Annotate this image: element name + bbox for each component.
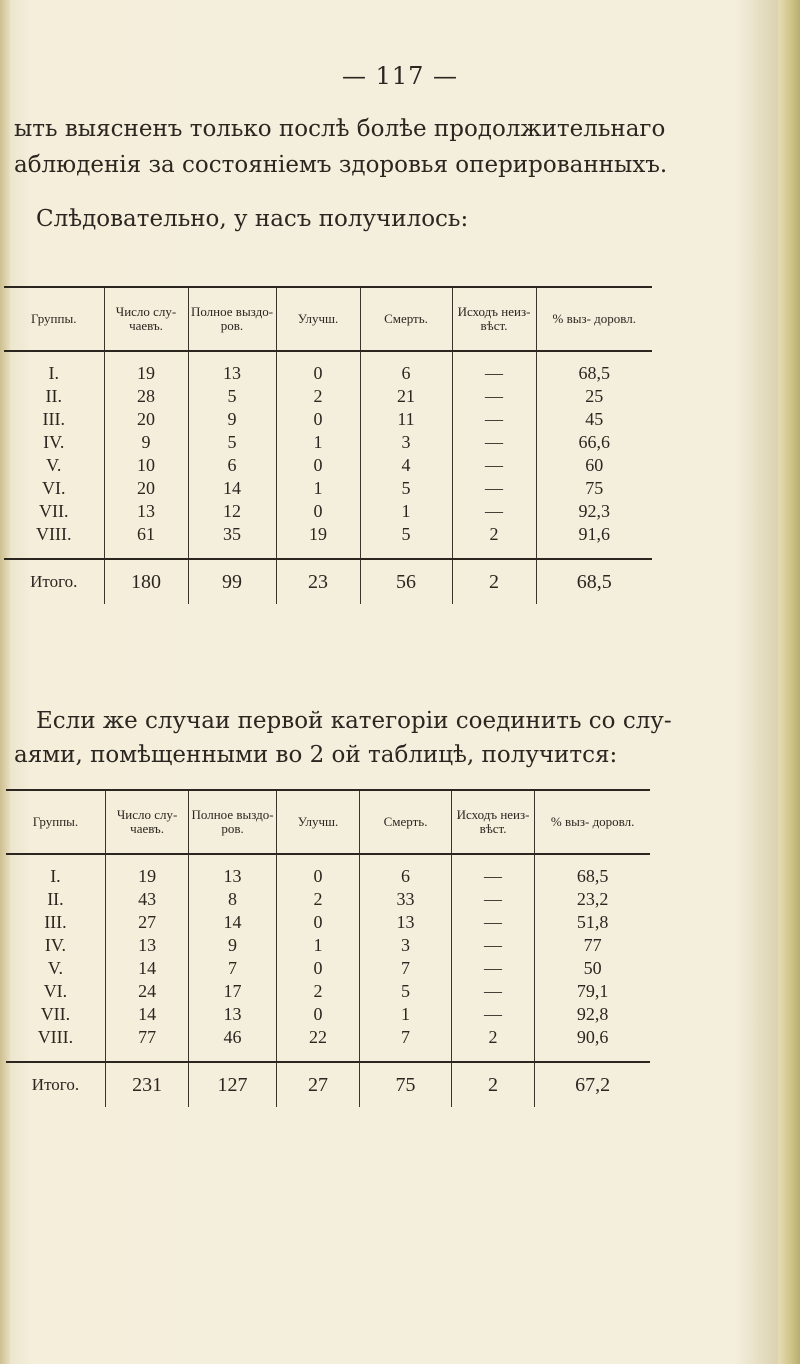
total-label: Итого. <box>31 1075 80 1094</box>
cell-unknown: — <box>452 500 536 523</box>
cell-unknown: — <box>451 980 535 1003</box>
cell-improvement: 2 <box>276 888 360 911</box>
cell-full-recovery: 14 <box>189 911 276 934</box>
header-recovery-percent: % выз- доровл. <box>535 790 650 854</box>
cell-improvement: 0 <box>276 911 360 934</box>
header-full-recovery: Полное выздо- ров. <box>188 287 276 351</box>
cell-percent: 75 <box>536 477 652 500</box>
cell-percent: 68,5 <box>536 351 652 385</box>
cell-group: IV. <box>44 935 67 955</box>
cell-unknown: — <box>452 351 536 385</box>
table-row <box>4 385 652 408</box>
cell-full-recovery: 5 <box>188 385 276 408</box>
cell-cases: 43 <box>105 888 188 911</box>
cell-improvement: 0 <box>276 408 360 431</box>
cell-cases: 61 <box>104 523 188 559</box>
total-death: 56 <box>360 559 452 604</box>
cell-death: 4 <box>360 454 452 477</box>
cell-group: VII. <box>39 501 69 521</box>
paragraph-2: Слѣдовательно, у насъ получилось: <box>36 206 469 232</box>
table-row <box>4 500 652 523</box>
cell-death: 3 <box>360 934 451 957</box>
cell-full-recovery: 13 <box>189 1003 276 1026</box>
total-cases: 231 <box>105 1062 188 1107</box>
cell-group: I. <box>48 363 59 383</box>
total-percent: 68,5 <box>536 559 652 604</box>
cell-group: III. <box>42 409 65 429</box>
cell-percent: 51,8 <box>535 911 650 934</box>
cell-percent: 68,5 <box>535 854 650 888</box>
table-row <box>4 351 652 385</box>
cell-group: VII. <box>40 1004 71 1024</box>
cell-improvement: 0 <box>276 351 360 385</box>
cell-cases: 77 <box>105 1026 188 1062</box>
cell-unknown: — <box>451 888 535 911</box>
paragraph-3-line-1: Если же случаи первой категоріи соединить со слу- <box>36 708 672 734</box>
cell-group: VI. <box>43 981 68 1001</box>
cell-cases: 27 <box>105 911 188 934</box>
cell-improvement: 0 <box>276 854 360 888</box>
cell-full-recovery: 12 <box>188 500 276 523</box>
cell-unknown: — <box>452 385 536 408</box>
table-row <box>6 980 650 1003</box>
cell-full-recovery: 14 <box>188 477 276 500</box>
cell-full-recovery: 13 <box>189 854 276 888</box>
table-total-row <box>4 559 652 604</box>
cell-full-recovery: 6 <box>188 454 276 477</box>
paragraph-1-line-2: аблюденія за состояніемъ здоровья оперированныхъ. <box>14 152 668 178</box>
cell-full-recovery: 35 <box>188 523 276 559</box>
cell-improvement: 2 <box>276 980 360 1003</box>
header-unknown-outcome: Исходъ неиз- вѣст. <box>452 287 536 351</box>
header-cases: Число слу- чаевъ. <box>105 790 188 854</box>
cell-cases: 10 <box>104 454 188 477</box>
cell-death: 7 <box>360 957 451 980</box>
paragraph-3-line-2: аями, помѣщенными во 2 ой таблицѣ, получится: <box>14 742 618 768</box>
table-total-row <box>6 1062 650 1107</box>
cell-unknown: — <box>451 1003 535 1026</box>
cell-percent: 90,6 <box>535 1026 650 1062</box>
cell-full-recovery: 9 <box>188 408 276 431</box>
cell-cases: 9 <box>104 431 188 454</box>
cell-unknown: — <box>451 854 535 888</box>
total-label: Итого. <box>30 572 78 591</box>
page-number: — 117 — <box>341 62 459 90</box>
cell-improvement: 1 <box>276 431 360 454</box>
cell-percent: 91,6 <box>536 523 652 559</box>
cell-improvement: 19 <box>276 523 360 559</box>
header-unknown-outcome: Исходъ неиз- вѣст. <box>451 790 535 854</box>
table-row <box>6 911 650 934</box>
cell-percent: 66,6 <box>536 431 652 454</box>
cell-death: 5 <box>360 523 452 559</box>
paragraph-1-line-1: ыть выясненъ только послѣ болѣе продолжительнаго <box>14 116 666 142</box>
cell-group: II. <box>47 889 64 909</box>
header-death: Смерть. <box>360 790 451 854</box>
cell-unknown: — <box>452 454 536 477</box>
total-improvement: 23 <box>276 559 360 604</box>
cell-percent: 77 <box>535 934 650 957</box>
total-improvement: 27 <box>276 1062 360 1107</box>
cell-cases: 13 <box>104 500 188 523</box>
table-row <box>6 957 650 980</box>
results-table-2 <box>6 789 650 1107</box>
cell-death: 5 <box>360 980 451 1003</box>
header-improvement: Улучш. <box>276 287 360 351</box>
cell-cases: 24 <box>105 980 188 1003</box>
total-cases: 180 <box>104 559 188 604</box>
cell-death: 5 <box>360 477 452 500</box>
cell-full-recovery: 5 <box>188 431 276 454</box>
cell-percent: 25 <box>536 385 652 408</box>
cell-group: V. <box>46 455 62 475</box>
cell-group: II. <box>45 386 62 406</box>
cell-improvement: 1 <box>276 934 360 957</box>
cell-cases: 19 <box>105 854 188 888</box>
cell-death: 6 <box>360 351 452 385</box>
cell-unknown: 2 <box>452 523 536 559</box>
cell-group: VI. <box>42 478 66 498</box>
cell-death: 7 <box>360 1026 451 1062</box>
table-row <box>4 523 652 559</box>
cell-cases: 14 <box>105 1003 188 1026</box>
cell-group: V. <box>47 958 64 978</box>
header-recovery-percent: % выз- доровл. <box>536 287 652 351</box>
table-header-row <box>6 790 650 854</box>
cell-group: IV. <box>43 432 65 452</box>
cell-death: 1 <box>360 500 452 523</box>
cell-cases: 28 <box>104 385 188 408</box>
cell-death: 33 <box>360 888 451 911</box>
cell-improvement: 2 <box>276 385 360 408</box>
cell-cases: 20 <box>104 477 188 500</box>
table-row <box>4 408 652 431</box>
cell-full-recovery: 8 <box>189 888 276 911</box>
cell-death: 11 <box>360 408 452 431</box>
cell-group: VIII. <box>37 1027 74 1047</box>
cell-unknown: — <box>451 957 535 980</box>
cell-full-recovery: 13 <box>188 351 276 385</box>
cell-unknown: — <box>452 408 536 431</box>
cell-unknown: — <box>452 477 536 500</box>
cell-group: III. <box>44 912 67 932</box>
page-right-edge <box>778 0 800 1364</box>
header-improvement: Улучш. <box>276 790 360 854</box>
cell-group: I. <box>50 866 61 886</box>
cell-improvement: 0 <box>276 957 360 980</box>
header-cases: Число слу- чаевъ. <box>104 287 188 351</box>
cell-percent: 92,3 <box>536 500 652 523</box>
page-left-edge <box>0 0 10 1364</box>
cell-improvement: 1 <box>276 477 360 500</box>
table-row <box>6 1003 650 1026</box>
cell-cases: 19 <box>104 351 188 385</box>
cell-group: VIII. <box>36 524 72 544</box>
cell-improvement: 0 <box>276 1003 360 1026</box>
cell-death: 21 <box>360 385 452 408</box>
cell-full-recovery: 7 <box>189 957 276 980</box>
cell-cases: 20 <box>104 408 188 431</box>
cell-unknown: 2 <box>451 1026 535 1062</box>
cell-percent: 79,1 <box>535 980 650 1003</box>
cell-percent: 45 <box>536 408 652 431</box>
header-full-recovery: Полное выздо- ров. <box>189 790 276 854</box>
cell-percent: 60 <box>536 454 652 477</box>
cell-percent: 50 <box>535 957 650 980</box>
table-header-row <box>4 287 652 351</box>
cell-improvement: 0 <box>276 500 360 523</box>
cell-full-recovery: 46 <box>189 1026 276 1062</box>
total-percent: 67,2 <box>535 1062 650 1107</box>
cell-percent: 23,2 <box>535 888 650 911</box>
table-row <box>6 854 650 888</box>
header-groups: Группы. <box>31 311 77 326</box>
total-unknown: 2 <box>452 559 536 604</box>
table-row <box>6 888 650 911</box>
cell-improvement: 0 <box>276 454 360 477</box>
cell-cases: 13 <box>105 934 188 957</box>
cell-unknown: — <box>451 934 535 957</box>
total-death: 75 <box>360 1062 451 1107</box>
cell-unknown: — <box>451 911 535 934</box>
cell-improvement: 22 <box>276 1026 360 1062</box>
cell-unknown: — <box>452 431 536 454</box>
table-row <box>4 431 652 454</box>
cell-death: 6 <box>360 854 451 888</box>
cell-death: 13 <box>360 911 451 934</box>
header-groups: Группы. <box>32 814 79 829</box>
cell-cases: 14 <box>105 957 188 980</box>
table-row <box>4 454 652 477</box>
total-full-recovery: 127 <box>189 1062 276 1107</box>
cell-full-recovery: 9 <box>189 934 276 957</box>
total-unknown: 2 <box>451 1062 535 1107</box>
cell-death: 1 <box>360 1003 451 1026</box>
table-row <box>4 477 652 500</box>
table-row <box>6 934 650 957</box>
cell-percent: 92,8 <box>535 1003 650 1026</box>
results-table-1 <box>4 286 652 604</box>
cell-death: 3 <box>360 431 452 454</box>
header-death: Смерть. <box>360 287 452 351</box>
table-row <box>6 1026 650 1062</box>
total-full-recovery: 99 <box>188 559 276 604</box>
cell-full-recovery: 17 <box>189 980 276 1003</box>
